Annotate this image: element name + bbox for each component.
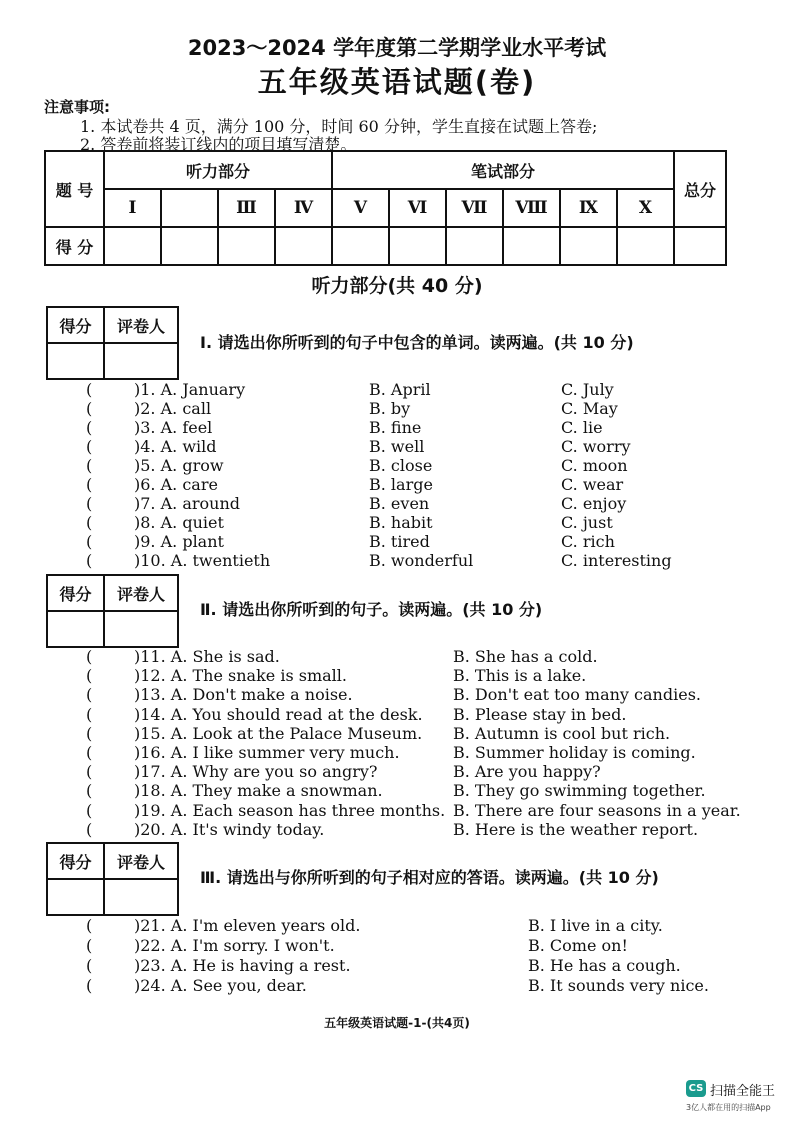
score-cell[interactable]: [275, 227, 332, 265]
option-a: )8. A. quiet: [134, 513, 224, 532]
answer-blank[interactable]: (: [86, 743, 93, 762]
scanner-logo-icon: CS: [686, 1080, 706, 1097]
part1-title: Ⅰ. 请选出你所听到的句子中包含的单词。读两遍。(共 10 分): [200, 333, 634, 352]
option-b: B. She has a cold.: [453, 647, 598, 666]
score-cell[interactable]: [332, 227, 389, 265]
option-c: C. lie: [561, 418, 603, 437]
option-b: B. April: [369, 380, 431, 399]
option-b: B. Are you happy?: [453, 762, 601, 782]
answer-blank[interactable]: (: [86, 723, 93, 743]
note-item-2: 2. 答卷前将装订线内的项目填写清楚。: [80, 135, 357, 154]
answer-blank[interactable]: (: [86, 800, 93, 820]
option-a: )24. A. See you, dear.: [134, 976, 307, 995]
group-listening: 听力部分: [104, 151, 332, 189]
option-a: )22. A. I'm sorry. I won't.: [134, 936, 335, 955]
grader-box-3: [46, 842, 179, 916]
listening-section-title: 听力部分(共 40 分): [311, 275, 483, 297]
option-a: )13. A. Don't make a noise.: [134, 685, 353, 705]
answer-blank[interactable]: (: [86, 399, 93, 418]
col-2: [161, 189, 218, 227]
grader-score-cell[interactable]: [47, 343, 104, 379]
option-a: )10. A. twentieth: [134, 551, 271, 570]
answer-blank[interactable]: (: [86, 685, 93, 705]
total-label: 总分: [674, 151, 726, 227]
option-a: )1. A. January: [134, 380, 246, 399]
grader-score-label: 得分: [47, 307, 104, 343]
page-footer: 五年级英语试题-1-(共4页): [324, 1016, 470, 1030]
option-c: C. rich: [561, 532, 615, 551]
scanner-tagline: 3亿人都在用的扫描App: [686, 1103, 771, 1112]
score-cell[interactable]: [161, 227, 218, 265]
answer-blank[interactable]: (: [86, 494, 93, 513]
option-b: B. Here is the weather report.: [453, 819, 699, 839]
option-b: B. close: [369, 456, 433, 475]
option-b: B. Come on!: [528, 936, 628, 955]
option-a: )18. A. They make a snowman.: [134, 781, 383, 801]
col-9: Ⅸ: [560, 189, 617, 227]
option-b: B. This is a lake.: [453, 666, 587, 686]
score-cell[interactable]: [218, 227, 275, 265]
option-b: B. habit: [369, 513, 433, 532]
answer-blank[interactable]: (: [86, 532, 93, 551]
option-a: )20. A. It's windy today.: [134, 819, 325, 839]
option-c: C. worry: [561, 437, 631, 456]
option-b: B. well: [369, 437, 425, 456]
score-table: [44, 150, 727, 266]
grader-box-1: [46, 306, 179, 380]
option-b: B. They go swimming together.: [453, 781, 706, 801]
col-3: Ⅲ: [218, 189, 275, 227]
answer-blank[interactable]: (: [86, 475, 93, 494]
option-c: C. moon: [561, 456, 628, 475]
total-cell[interactable]: [674, 227, 726, 265]
option-b: B. Summer holiday is coming.: [453, 743, 696, 762]
answer-blank[interactable]: (: [86, 762, 93, 782]
option-c: C. May: [561, 399, 618, 418]
answer-blank[interactable]: (: [86, 456, 93, 475]
note-item-1: 1. 本试卷共 4 页，满分 100 分，时间 60 分钟，学生直接在试题上答卷;: [80, 117, 598, 136]
answer-blank[interactable]: (: [86, 551, 93, 570]
col-10: Ⅹ: [617, 189, 674, 227]
option-c: C. just: [561, 513, 613, 532]
option-b: B. He has a cough.: [528, 956, 681, 975]
option-a: )9. A. plant: [134, 532, 224, 551]
option-a: )2. A. call: [134, 399, 212, 418]
col-6: Ⅵ: [389, 189, 446, 227]
part3-title: Ⅲ. 请选出与你所听到的句子相对应的答语。读两遍。(共 10 分): [200, 868, 659, 887]
answer-blank[interactable]: (: [86, 666, 93, 686]
row-label-number: 题 号: [45, 151, 104, 227]
grader-name-label: 评卷人: [104, 843, 178, 879]
grader-score-label: 得分: [47, 575, 104, 611]
col-7: Ⅶ: [446, 189, 503, 227]
option-a: )4. A. wild: [134, 437, 217, 456]
option-b: B. even: [369, 494, 430, 513]
col-4: Ⅳ: [275, 189, 332, 227]
col-1: Ⅰ: [104, 189, 161, 227]
score-cell[interactable]: [389, 227, 446, 265]
answer-blank[interactable]: (: [86, 704, 93, 724]
col-5: Ⅴ: [332, 189, 389, 227]
option-a: )15. A. Look at the Palace Museum.: [134, 723, 423, 743]
option-b: B. fine: [369, 418, 422, 437]
option-c: C. enjoy: [561, 494, 627, 513]
option-a: )3. A. feel: [134, 418, 213, 437]
grader-name-cell[interactable]: [104, 879, 178, 915]
grader-name-cell[interactable]: [104, 343, 178, 379]
row-label-score: 得 分: [45, 227, 104, 265]
answer-blank[interactable]: (: [86, 647, 93, 666]
grader-score-label: 得分: [47, 843, 104, 879]
option-a: )16. A. I like summer very much.: [134, 743, 400, 762]
option-c: C. interesting: [561, 551, 672, 570]
answer-blank[interactable]: (: [86, 781, 93, 801]
answer-blank[interactable]: (: [86, 819, 93, 839]
option-a: )23. A. He is having a rest.: [134, 956, 351, 975]
option-a: )7. A. around: [134, 494, 240, 513]
option-b: B. wonderful: [369, 551, 474, 570]
grader-name-cell[interactable]: [104, 611, 178, 647]
option-b: B. large: [369, 475, 433, 494]
grader-score-cell[interactable]: [47, 611, 104, 647]
option-a: )19. A. Each season has three months.: [134, 800, 446, 820]
option-b: B. I live in a city.: [528, 916, 663, 935]
grader-name-label: 评卷人: [104, 575, 178, 611]
grader-score-cell[interactable]: [47, 879, 104, 915]
score-cell[interactable]: [104, 227, 161, 265]
option-b: B. It sounds very nice.: [528, 976, 709, 995]
option-c: C. July: [561, 380, 614, 399]
answer-blank[interactable]: (: [86, 437, 93, 456]
answer-blank[interactable]: (: [86, 936, 93, 955]
option-a: )11. A. She is sad.: [134, 647, 280, 666]
answer-blank[interactable]: (: [86, 380, 93, 399]
option-b: B. tired: [369, 532, 430, 551]
grader-name-label: 评卷人: [104, 307, 178, 343]
col-8: Ⅷ: [503, 189, 560, 227]
option-b: B. Autumn is cool but rich.: [453, 723, 671, 743]
answer-blank[interactable]: (: [86, 956, 93, 975]
answer-blank[interactable]: (: [86, 513, 93, 532]
answer-blank[interactable]: (: [86, 976, 93, 995]
score-cell[interactable]: [446, 227, 503, 265]
exam-header-line1: 2023～2024 学年度第二学期学业水平考试: [187, 36, 607, 60]
notes-title: 注意事项:: [44, 98, 110, 116]
answer-blank[interactable]: (: [86, 418, 93, 437]
option-b: B. There are four seasons in a year.: [453, 800, 741, 820]
score-cell[interactable]: [617, 227, 674, 265]
option-a: )21. A. I'm eleven years old.: [134, 916, 361, 935]
answer-blank[interactable]: (: [86, 916, 93, 935]
exam-title: 五年级英语试题(卷): [257, 65, 537, 99]
option-a: )5. A. grow: [134, 456, 224, 475]
option-b: B. Please stay in bed.: [453, 704, 627, 724]
score-cell[interactable]: [560, 227, 617, 265]
option-a: )14. A. You should read at the desk.: [134, 704, 423, 724]
option-c: C. wear: [561, 475, 624, 494]
option-a: )12. A. The snake is small.: [134, 666, 347, 686]
grader-box-2: [46, 574, 179, 648]
option-b: B. by: [369, 399, 411, 418]
option-a: )6. A. care: [134, 475, 218, 494]
option-b: B. Don't eat too many candies.: [453, 685, 701, 705]
option-a: )17. A. Why are you so angry?: [134, 762, 378, 782]
part2-title: Ⅱ. 请选出你所听到的句子。读两遍。(共 10 分): [200, 600, 543, 619]
group-written: 笔试部分: [332, 151, 674, 189]
scanner-name: 扫描全能王: [710, 1084, 776, 1099]
score-cell[interactable]: [503, 227, 560, 265]
